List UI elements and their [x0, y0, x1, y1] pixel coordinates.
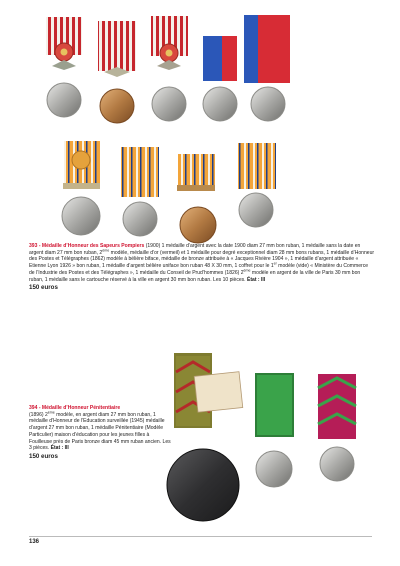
lot-394-text [29, 412, 172, 452]
lot-393-text [29, 243, 375, 283]
medal-3 [151, 16, 188, 121]
lot-394-state: État : III [50, 445, 69, 452]
lot-393-title: 393 - Médaille d’Honneur des Sapeurs Pompiers [29, 243, 145, 249]
lot-393-description [29, 243, 375, 292]
medal-5 [244, 15, 290, 121]
medal-4 [203, 36, 237, 121]
lot-394-body-1: (1896) 2 [29, 411, 48, 418]
medal-10 [167, 353, 243, 521]
lot-393-body-3: modèle (vide) « Ministère du Commerce de l’Industrie des Postes et des Télégraphes », 1 médaille du Conseil de Prud’hommes (1826) 2 [29, 263, 369, 276]
footer-rule [29, 536, 372, 537]
medal-7 [121, 147, 159, 236]
lot-393-state: État : III [246, 276, 266, 283]
medal-9 [238, 143, 276, 227]
lot-394-sup-1: ème [47, 410, 55, 415]
lot-394-title: 394 - Médaille d’Honneur Pénitentiaire [29, 405, 121, 411]
medal-8 [177, 154, 216, 243]
lot-393-body-1: (1900) 1 médaille d’argent avec la date 1900 diam 27 mm bon ruban, 1 médaille sans la date en argent diam 27 mm bon ruban, 2 [29, 243, 361, 256]
lot-393-body-2: modèle, médaille d’or (vermeil) et 1 médaille pour degré exceptionnel diam 28 mm bons rubans, 1 médaille d’Honneur des Postes et Télégraphes (1862) modèle à bélière biface, médaille de bronze attribuée à « Jacques Rivière 1904 », 1 médaille d’argent attribuée « Etienne Lyon 1926 » bon ruban, 1 médaille d’argent bélière uniface bon ruban 48 X 30 mm, 1 coffret pour le 1 [29, 249, 375, 270]
lot-394-body-2: modèle, en argent diam 27 mm bon ruban, 1 médaille d’Honneur de l’Education surveillée (1945) médaille d’argent 27 mm bon ruban, 1 médaille Pénitentiaire (Modèle Particulier) maison d’éducation pour les jeunes filles à Fouilleuse près de Paris bronze diam 45 mm ruban ancien. Les 3 pièces. [29, 411, 171, 452]
lot-393-sup-2: er [273, 261, 277, 266]
lot-394-description [29, 405, 172, 461]
medal-1 [46, 17, 82, 117]
medal-6 [62, 141, 100, 235]
lot-394-price: 150 euros [29, 452, 58, 460]
medal-11 [256, 374, 293, 487]
lot-393-sup-3: ème [243, 268, 251, 273]
medal-2 [98, 21, 136, 123]
medal-12 [318, 374, 356, 481]
lot-393-sup-1: ème [102, 248, 110, 253]
lot-393-body-4: modèle en argent de la ville de Paris 30 mm bon ruban, 1 médaille sans le cartouche réservé à la ville en argent 30 mm bon ruban. Les 10 pièces. [29, 269, 361, 283]
page-number: 136 [29, 539, 40, 545]
lot-393-price: 150 euros [29, 284, 58, 292]
